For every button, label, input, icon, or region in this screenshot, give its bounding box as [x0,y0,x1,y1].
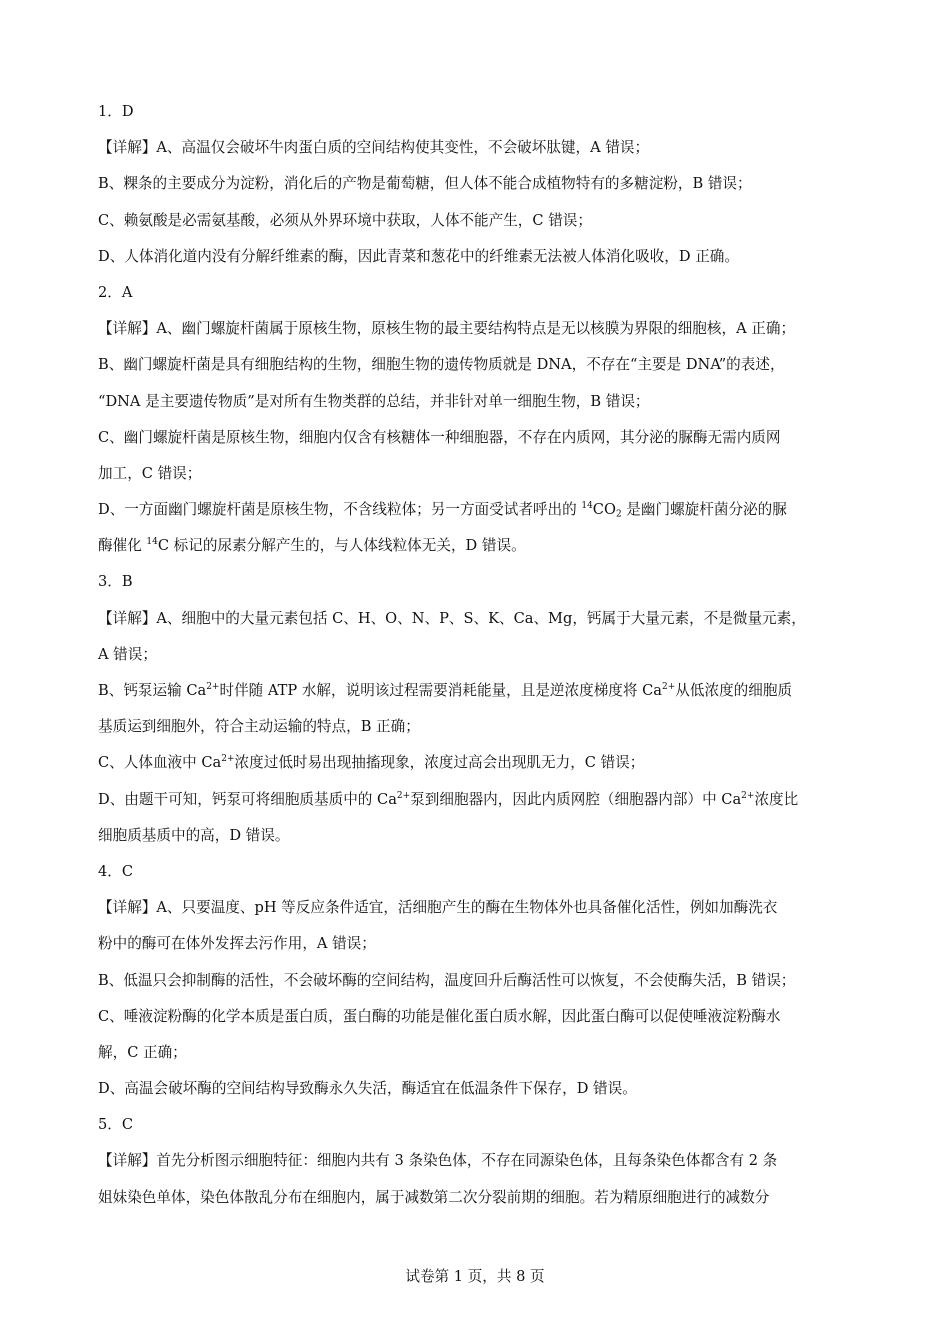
explanation-line [98,1143,868,1179]
explanation-line [98,926,868,962]
explanation-line [98,963,868,999]
text-run: C 标记的尿素分解产生的，与人体线粒体无关，D 错误。 [157,537,526,555]
explanation-line [98,818,868,854]
explanation-line [98,239,868,275]
superscript: 14 [146,537,158,548]
answer-block [98,275,868,565]
text-run: CO [592,501,616,519]
text-run: A 错误； [98,645,157,663]
explanation-line [98,384,868,420]
text-run: B、钙泵运输 Ca [98,682,207,699]
text-run: 【详解】A、只要温度、pH 等反应条件适宜，活细胞产生的酶在生物体外也具备催化活性，例如加酶洗衣 [98,899,778,917]
answer-block [98,854,868,1107]
answer-number: 1．D [98,103,134,120]
text-run: 基质运到细胞外，符合主动运输的特点，B 正确； [98,718,420,736]
explanation-line [98,528,868,564]
text-run: 浓度比 [754,790,799,808]
explanation-line [98,203,868,239]
answer-number: 2．A [98,283,133,301]
text-run: 是幽门螺旋杆菌分泌的脲 [621,501,787,519]
explanation-line [98,637,868,673]
text-run: 解，C 正确； [98,1043,187,1061]
text-run: B、低温只会抑制酶的活性，不会破坏酶的空间结构，温度回升后酶活性可以恢复，不会使酶失活，B 错误； [98,971,796,989]
text-run: 从低浓度的细胞质 [675,682,793,699]
text-run: 姐妹染色单体，染色体散乱分布在细胞内，属于减数第二次分裂前期的细胞。若为精原细胞进行的减数分 [98,1188,770,1206]
explanation-line [98,1180,868,1216]
answer-block [98,94,868,275]
text-run: 【详解】A、细胞中的大量元素包括 C、H、O、N、P、S、K、Ca、Mg，钙属于大量元素，不是微量元素， [98,609,806,627]
superscript: 2+ [741,790,755,801]
text-run: C、赖氨酸是必需氨基酸，必须从外界环境中获取，人体不能产生，C 错误； [98,211,592,229]
page-footer: 试卷第 1 页，共 8 页 [405,1268,545,1285]
text-run: B、粿条的主要成分为淀粉，消化后的产物是葡萄糖，但人体不能合成植物特有的多糖淀粉，B 错误； [98,175,752,193]
text-run: C、幽门螺旋杆菌是原核生物，细胞内仅含有核糖体一种细胞器，不存在内质网，其分泌的脲酶无需内质网 [98,428,781,446]
answer-number: 4．C [98,862,134,880]
text-run: 酶催化 [98,537,147,555]
explanation-line [98,456,868,492]
explanation-line [98,1035,868,1071]
text-run: 【详解】首先分析图示细胞特征：细胞内共有 3 条染色体，不存在同源染色体，且每条染色体都含有 2 条 [98,1152,778,1170]
answer-number: 5．C [98,1116,134,1134]
text-run: B、幽门螺旋杆菌是具有细胞结构的生物，细胞生物的遗传物质就是 DNA，不存在“主要是 DNA”的表述， [98,356,785,374]
text-run: “DNA 是主要遗传物质”是对所有生物类群的总结，并非针对单一细胞生物，B 错误； [98,392,650,410]
superscript: 2+ [662,682,676,693]
superscript: 14 [581,501,593,512]
explanation-line [98,745,868,781]
answer-block [98,1107,868,1216]
subscript: 2 [615,509,622,520]
explanation-line [98,420,868,456]
explanation-line [98,782,868,818]
text-run: D、人体消化道内没有分解纤维素的酶，因此青菜和葱花中的纤维素无法被人体消化吸收，D 正确。 [98,247,739,265]
superscript: 2+ [221,754,235,765]
explanation-line [98,601,868,637]
text-run: 时伴随 ATP 水解，说明该过程需要消耗能量，且是逆浓度梯度将 Ca [219,682,663,699]
explanation-line [98,673,868,709]
explanation-line [98,999,868,1035]
superscript: 2+ [206,682,220,693]
text-run: 加工，C 错误； [98,464,202,482]
text-run: 【详解】A、高温仅会破坏牛肉蛋白质的空间结构使其变性，不会破坏肽键，A 错误； [98,139,650,157]
text-run: 【详解】A、幽门螺旋杆菌属于原核生物，原核生物的最主要结构特点是无以核膜为界限的细胞核，A 正确； [98,320,796,338]
answer-content [98,94,868,1216]
explanation-line [98,311,868,347]
explanation-line [98,890,868,926]
superscript: 2+ [396,790,411,801]
text-run: 粉中的酶可在体外发挥去污作用，A 错误； [98,935,376,953]
explanation-line [98,1071,868,1107]
text-run: 细胞质基质中的高，D 错误。 [98,826,290,844]
text-run: C、人体血液中 Ca [98,754,222,772]
text-run: C、唾液淀粉酶的化学本质是蛋白质，蛋白酶的功能是催化蛋白质水解，因此蛋白酶可以促使唾液淀粉酶水 [98,1007,781,1025]
explanation-line [98,130,868,166]
text-run: 浓度过低时易出现抽搐现象，浓度过高会出现肌无力，C 错误； [234,754,645,772]
explanation-line [98,347,868,383]
text-run: D、由题干可知，钙泵可将细胞质基质中的 Ca [98,790,397,808]
text-run: 泵到细胞器内，因此内质网腔（细胞器内部）中 Ca [410,790,742,808]
explanation-line [98,709,868,745]
explanation-line [98,492,868,528]
explanation-line [98,166,868,202]
text-run: D、一方面幽门螺旋杆菌是原核生物，不含线粒体；另一方面受试者呼出的 [98,501,582,519]
answer-number: 3．B [98,573,133,591]
text-run: D、高温会破坏酶的空间结构导致酶永久失活，酶适宜在低温条件下保存，D 错误。 [98,1080,637,1098]
answer-block [98,564,868,854]
